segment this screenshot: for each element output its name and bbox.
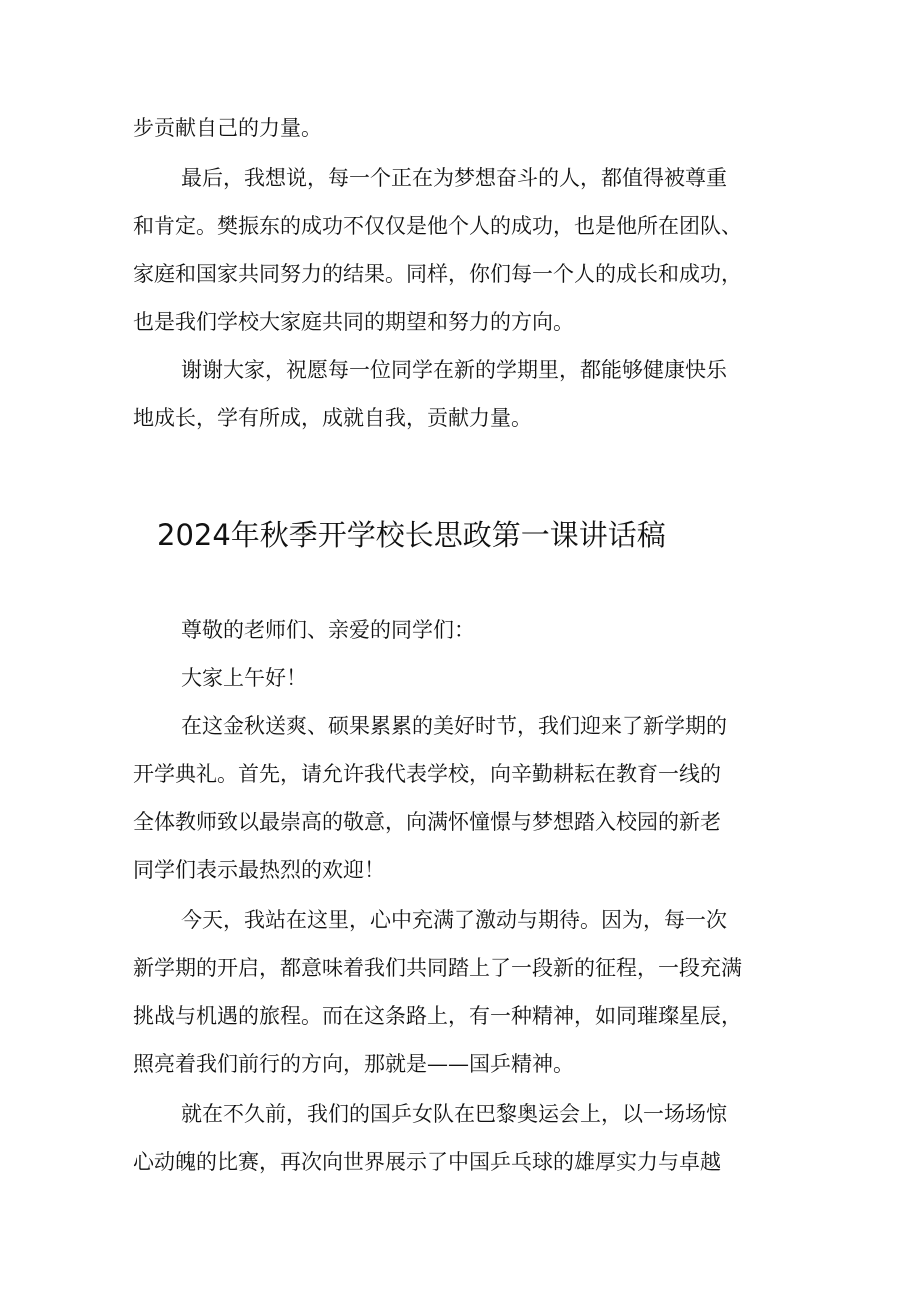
paragraph-line: 照亮着我们前行的方向，那就是——国乒精神。	[133, 1052, 574, 1076]
paragraph-line: 家庭和国家共同努力的结果。同样，你们每一个人的成长和成功，	[133, 262, 742, 286]
paragraph-line: 开学典礼。首先，请允许我代表学校，向辛勤耕耘在教育一线的	[133, 762, 721, 786]
paragraph-line: 在这金秋送爽、硕果累累的美好时节，我们迎来了新学期的	[181, 714, 727, 738]
greeting-line: 大家上午好！	[181, 666, 307, 690]
paragraph-line: 就在不久前，我们的国乒女队在巴黎奥运会上，以一场场惊	[181, 1102, 727, 1126]
paragraph-line: 谢谢大家，祝愿每一位同学在新的学期里，都能够健康快乐	[181, 358, 727, 382]
salutation-line: 尊敬的老师们、亲爱的同学们：	[181, 618, 475, 642]
speech-title: 2024年秋季开学校长思政第一课讲话稿	[157, 518, 666, 552]
paragraph-line: 步贡献自己的力量。	[133, 116, 322, 140]
paragraph-line: 地成长，学有所成，成就自我，贡献力量。	[133, 406, 532, 430]
paragraph-line: 最后，我想说，每一个正在为梦想奋斗的人，都值得被尊重	[181, 166, 727, 190]
paragraph-line: 和肯定。樊振东的成功不仅仅是他个人的成功，也是他所在团队、	[133, 214, 742, 238]
paragraph-line: 全体教师致以最崇高的敬意，向满怀憧憬与梦想踏入校园的新老	[133, 810, 721, 834]
paragraph-line: 新学期的开启，都意味着我们共同踏上了一段新的征程，一段充满	[133, 956, 742, 980]
paragraph-line: 今天，我站在这里，心中充满了激动与期待。因为，每一次	[181, 908, 727, 932]
paragraph-line: 心动魄的比赛，再次向世界展示了中国乒乓球的雄厚实力与卓越	[133, 1150, 721, 1174]
paragraph-line: 挑战与机遇的旅程。而在这条路上，有一种精神，如同璀璨星辰，	[133, 1004, 742, 1028]
paragraph-line: 也是我们学校大家庭共同的期望和努力的方向。	[133, 310, 574, 334]
paragraph-line: 同学们表示最热烈的欢迎！	[133, 858, 385, 882]
